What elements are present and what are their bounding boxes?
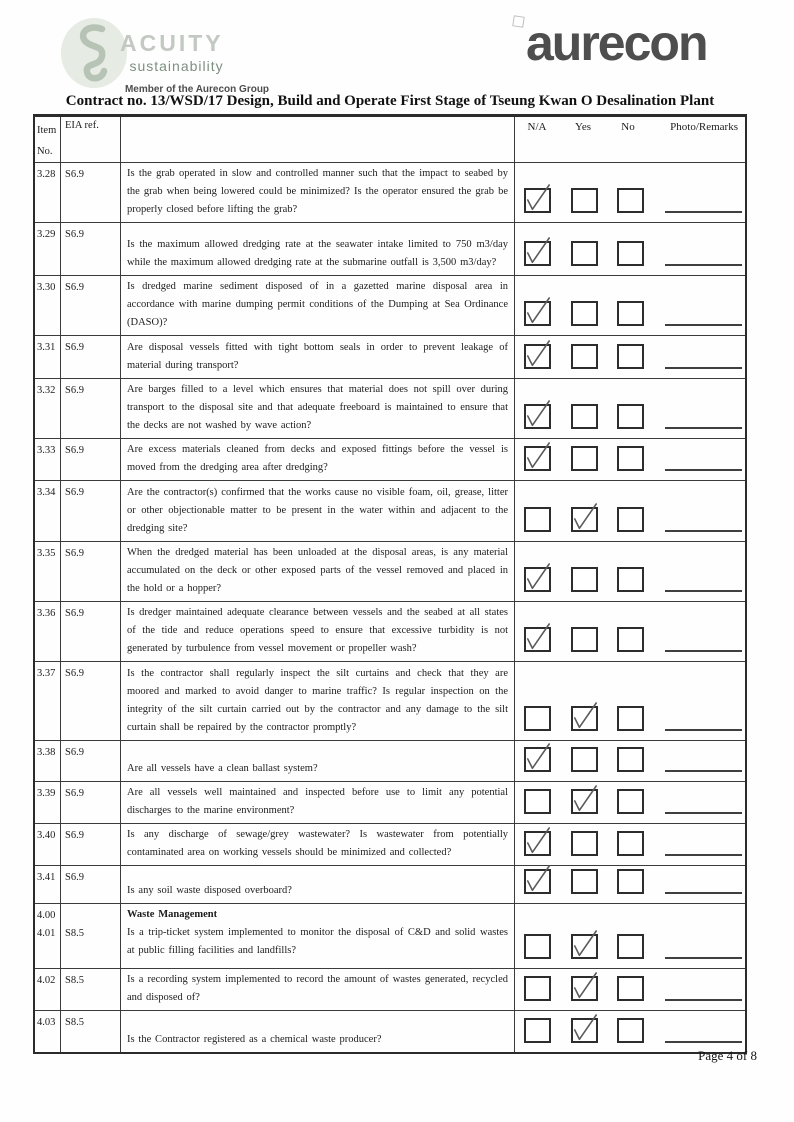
question-text: Is the grab operated in slow and controlled manner such that the impact to seabed by the grab when being lowered could be minimized? Is the operator ensured the grab be properly closed before lifting the grab?: [127, 168, 508, 215]
na-checkbox[interactable]: [524, 241, 551, 266]
item-no: 4.03: [37, 1017, 56, 1028]
eia-spacer: [65, 907, 118, 925]
table-row: [35, 438, 745, 480]
contract-title: Contract no. 13/WSD/17 Design, Build and Operate First Stage of Tseung Kwan O Desalination Plant: [65, 93, 715, 109]
question-text: Is a recording system implemented to record the amount of wastes generated, recycled and disposed of?: [127, 974, 508, 1003]
answer-cell: [515, 336, 745, 378]
na-checkbox[interactable]: [524, 869, 551, 894]
table-header-row: [35, 117, 745, 162]
question-cell: [121, 379, 515, 438]
remarks-blank-line[interactable]: [665, 1040, 742, 1043]
remarks-blank-line[interactable]: [665, 998, 742, 1001]
na-checkbox[interactable]: [524, 446, 551, 471]
answer-cell: [515, 542, 745, 601]
no-checkbox[interactable]: [617, 446, 644, 471]
eia-ref: S6.9: [65, 608, 84, 619]
checkmark-icon: [524, 742, 552, 774]
answer-cell: [515, 276, 745, 335]
no-checkbox[interactable]: [617, 301, 644, 326]
checkmark-icon: [571, 784, 599, 816]
no-checkbox[interactable]: [617, 404, 644, 429]
eia-ref-cell: [61, 969, 121, 1010]
item-no: 4.02: [37, 975, 56, 986]
item-no: 3.33: [37, 445, 56, 456]
yes-checkbox[interactable]: [571, 567, 598, 592]
question-cell: [121, 741, 515, 781]
remarks-blank-line[interactable]: [665, 853, 742, 856]
item-no: 3.38: [37, 747, 56, 758]
checkmark-icon: [524, 339, 552, 371]
eia-ref: S6.9: [65, 747, 84, 758]
table-row: [35, 162, 745, 222]
item-no: 4.00: [37, 910, 56, 921]
na-checkbox[interactable]: [524, 188, 551, 213]
table-row: [35, 335, 745, 378]
checkmark-icon: [524, 183, 552, 215]
no-checkbox[interactable]: [617, 188, 644, 213]
question-cell: [121, 782, 515, 823]
checkmark-icon: [524, 236, 552, 268]
yes-column-header: Yes: [574, 121, 591, 133]
question-text: Are barges filled to a level which ensures that material does not spill over during transport to the disposal site and that adequate freeboard is maintained to ensure that the decks are not washed by wave action?: [127, 384, 508, 431]
yes-checkbox[interactable]: [571, 188, 598, 213]
question-text: Is dredged marine sediment disposed of in a gazetted marine disposal area in accordance with marine dumping permit conditions of the Dumping at Sea Ordinance (DASO)?: [127, 281, 508, 328]
eia-ref: S6.9: [65, 282, 84, 293]
question-header: [121, 117, 515, 162]
question-cell: [121, 824, 515, 865]
remarks-blank-line[interactable]: [665, 589, 742, 592]
no-checkbox[interactable]: [617, 934, 644, 959]
checkmark-icon: [571, 971, 599, 1003]
table-row: [35, 823, 745, 865]
na-checkbox[interactable]: [524, 747, 551, 772]
question-text: Are all vessels well maintained and inspected before use to limit any potential discharges to the marine environment?: [127, 787, 508, 816]
question-text: Is the contractor shall regularly inspect the silt curtains and check that they are moored and marked to avoid danger to marine traffic? Is regular inspection on the integrity of the silt curtain carried out by the contractor and any damage to the silt curtain shall be repaired by the contractor promptly?: [127, 668, 508, 733]
item-no: 3.41: [37, 872, 56, 883]
item-no-cell: [35, 223, 61, 275]
item-no-cell: [35, 481, 61, 541]
eia-ref: S6.9: [65, 445, 84, 456]
yes-checkbox[interactable]: [571, 934, 598, 959]
no-checkbox[interactable]: [617, 241, 644, 266]
item-no: 3.30: [37, 282, 56, 293]
question-cell: [121, 223, 515, 275]
item-no: 3.34: [37, 487, 56, 498]
item-no: 3.32: [37, 385, 56, 396]
item-no: 3.36: [37, 608, 56, 619]
answer-cell: [515, 824, 745, 865]
acuity-logo-subtitle: sustainability: [129, 58, 224, 74]
item-no-cell: [35, 542, 61, 601]
item-no: 3.31: [37, 342, 56, 353]
acuity-logo: [58, 16, 224, 90]
table-row: [35, 661, 745, 740]
yes-checkbox[interactable]: [571, 869, 598, 894]
yes-checkbox[interactable]: [571, 404, 598, 429]
answer-cell: [515, 439, 745, 480]
checkmark-icon: [571, 502, 599, 534]
question-text: Is any discharge of sewage/grey wastewater? Is wastewater from potentially contaminated area on working vessels should be minimized and collected?: [127, 829, 508, 858]
eia-ref-cell: [61, 276, 121, 335]
checkmark-icon: [571, 701, 599, 733]
question-text: Is the maximum allowed dredging rate at the seawater intake limited to 750 m3/day while the maximum allowed dredging rate at the submarine outfall is 3,500 m3/day?: [127, 239, 508, 268]
item-no: 3.29: [37, 229, 56, 240]
item-no-cell: [35, 782, 61, 823]
eia-ref-cell: [61, 824, 121, 865]
answer-cell: [515, 782, 745, 823]
question-cell: [121, 866, 515, 903]
yes-checkbox[interactable]: [571, 446, 598, 471]
answer-cell: [515, 163, 745, 222]
remarks-blank-line[interactable]: [665, 529, 742, 532]
table-row: [35, 601, 745, 661]
na-checkbox[interactable]: [524, 404, 551, 429]
eia-ref-cell: [61, 481, 121, 541]
item-no-cell: [35, 824, 61, 865]
no-checkbox[interactable]: [617, 507, 644, 532]
item-no-cell: [35, 741, 61, 781]
question-cell: [121, 602, 515, 661]
yes-checkbox[interactable]: [571, 831, 598, 856]
item-no-header: Item No.: [35, 117, 61, 162]
remarks-blank-line[interactable]: [665, 649, 742, 652]
no-checkbox[interactable]: [617, 869, 644, 894]
remarks-blank-line[interactable]: [665, 366, 742, 369]
no-checkbox[interactable]: [617, 789, 644, 814]
eia-ref-cell: [61, 662, 121, 740]
remarks-blank-line[interactable]: [665, 891, 742, 894]
item-no: 3.35: [37, 548, 56, 559]
answer-cell: [515, 481, 745, 541]
na-checkbox[interactable]: [524, 831, 551, 856]
question-text: Is the Contractor registered as a chemical waste producer?: [127, 1034, 382, 1045]
no-checkbox[interactable]: [617, 706, 644, 731]
table-row: [35, 1010, 745, 1052]
item-no-cell: [35, 163, 61, 222]
answer-cell: [515, 904, 745, 968]
eia-ref-cell: [61, 741, 121, 781]
answer-cell: [515, 223, 745, 275]
question-cell: [121, 662, 515, 740]
item-no-cell: [35, 904, 61, 968]
question-cell: [121, 542, 515, 601]
eia-ref: S6.9: [65, 229, 84, 240]
item-no: 3.37: [37, 668, 56, 679]
item-no-cell: [35, 379, 61, 438]
table-row: [35, 865, 745, 903]
question-text: Is a trip-ticket system implemented to monitor the disposal of C&D and solid wastes at public filling facilities and landfills?: [127, 927, 508, 956]
no-checkbox[interactable]: [617, 567, 644, 592]
aurecon-logo-text: aurecon: [526, 15, 707, 71]
no-checkbox[interactable]: [617, 627, 644, 652]
question-text: Are disposal vessels fitted with tight bottom seals in order to prevent leakage of material during transport?: [127, 342, 508, 371]
acuity-member-tagline: Member of the Aurecon Group: [124, 84, 270, 95]
yes-checkbox[interactable]: [571, 1018, 598, 1043]
na-checkbox[interactable]: [524, 934, 551, 959]
table-row: [35, 781, 745, 823]
item-no: 3.39: [37, 788, 56, 799]
eia-ref: S6.9: [65, 548, 84, 559]
eia-ref-cell: [61, 866, 121, 903]
yes-checkbox[interactable]: [571, 706, 598, 731]
item-no-cell: [35, 439, 61, 480]
no-checkbox[interactable]: [617, 747, 644, 772]
yes-checkbox[interactable]: [571, 789, 598, 814]
eia-ref: S6.9: [65, 788, 84, 799]
table-row: [35, 903, 745, 968]
question-text: Are excess materials cleaned from decks and exposed fittings before the vessel is moved from the dredging area after dredging?: [127, 444, 508, 473]
question-cell: [121, 439, 515, 480]
na-checkbox[interactable]: [524, 344, 551, 369]
no-checkbox[interactable]: [617, 344, 644, 369]
no-checkbox[interactable]: [617, 831, 644, 856]
photo-remarks-column-header: Photo/Remarks: [670, 121, 738, 133]
checkmark-icon: [571, 1013, 599, 1045]
eia-ref: S8.5: [65, 975, 84, 986]
question-text: Is dredger maintained adequate clearance between vessels and the seabed at all states of the tide and reduce operations speed to ensure that excessive turbidity is not generated by turbulence from vessel movement or propeller wash?: [127, 607, 508, 654]
answer-cell: [515, 379, 745, 438]
question-cell: [121, 336, 515, 378]
checkmark-icon: [524, 864, 552, 896]
na-checkbox[interactable]: [524, 1018, 551, 1043]
na-checkbox[interactable]: [524, 706, 551, 731]
eia-ref-cell: [61, 336, 121, 378]
eia-ref: S6.9: [65, 872, 84, 883]
remarks-blank-line[interactable]: [665, 468, 742, 471]
checkmark-icon: [571, 929, 599, 961]
page-number: Page 4 of 8: [698, 1048, 757, 1063]
question-text: When the dredged material has been unloaded at the disposal areas, is any material accumulated on the deck or other exposed parts of the vessel removed and placed in the hold or a hopper?: [127, 547, 508, 594]
item-no-cell: [35, 336, 61, 378]
checkmark-icon: [524, 399, 552, 431]
eia-ref: S6.9: [65, 342, 84, 353]
remarks-blank-line[interactable]: [665, 811, 742, 814]
section-title: Waste Management: [127, 909, 218, 920]
na-checkbox[interactable]: [524, 301, 551, 326]
item-no-secondary: 4.01: [37, 928, 56, 939]
yes-checkbox[interactable]: [571, 241, 598, 266]
na-checkbox[interactable]: [524, 789, 551, 814]
na-checkbox[interactable]: [524, 976, 551, 1001]
yes-checkbox[interactable]: [571, 976, 598, 1001]
na-column-header: N/A: [527, 121, 547, 133]
eia-ref: S6.9: [65, 668, 84, 679]
eia-ref-cell: [61, 782, 121, 823]
question-cell: [121, 969, 515, 1010]
item-no-cell: [35, 662, 61, 740]
yes-checkbox[interactable]: [571, 301, 598, 326]
yes-checkbox[interactable]: [571, 627, 598, 652]
question-text: Is any soil waste disposed overboard?: [127, 885, 292, 896]
question-cell: [121, 1011, 515, 1052]
na-checkbox[interactable]: [524, 567, 551, 592]
no-checkbox[interactable]: [617, 1018, 644, 1043]
na-checkbox[interactable]: [524, 627, 551, 652]
item-no-cell: [35, 866, 61, 903]
checkmark-icon: [524, 622, 552, 654]
yes-checkbox[interactable]: [571, 344, 598, 369]
item-no: 3.40: [37, 830, 56, 841]
question-cell: [121, 481, 515, 541]
item-no-cell: [35, 969, 61, 1010]
no-checkbox[interactable]: [617, 976, 644, 1001]
answer-cell: [515, 602, 745, 661]
remarks-blank-line[interactable]: [665, 728, 742, 731]
eia-ref-cell: [61, 379, 121, 438]
remarks-blank-line[interactable]: [665, 426, 742, 429]
yes-checkbox[interactable]: [571, 507, 598, 532]
table-row: [35, 275, 745, 335]
table-row: [35, 968, 745, 1010]
answer-cell: [515, 969, 745, 1010]
question-text: Are the contractor(s) confirmed that the works cause no visible foam, oil, grease, litter or other objectionable matter to be present in the water within and adjacent to the dredging site?: [127, 487, 508, 534]
table-row: [35, 740, 745, 781]
remarks-blank-line[interactable]: [665, 323, 742, 326]
answer-cell: [515, 741, 745, 781]
eia-ref-cell: [61, 1011, 121, 1052]
eia-ref: S6.9: [65, 487, 84, 498]
acuity-logo-name: ACUITY: [120, 30, 224, 56]
checkmark-icon: [524, 826, 552, 858]
eia-ref-cell: [61, 163, 121, 222]
answer-cell: [515, 1011, 745, 1052]
table-row: [35, 541, 745, 601]
question-cell: [121, 163, 515, 222]
eia-ref-cell: [61, 223, 121, 275]
eia-ref-cell: [61, 602, 121, 661]
checkmark-icon: [524, 296, 552, 328]
eia-ref: S6.9: [65, 385, 84, 396]
eia-ref-cell: [61, 542, 121, 601]
eia-ref-cell: [61, 904, 121, 968]
remarks-blank-line[interactable]: [665, 210, 742, 213]
answer-headers: [515, 117, 745, 162]
eia-ref-header: EIA ref.: [61, 117, 121, 162]
question-text: Are all vessels have a clean ballast system?: [127, 763, 318, 774]
table-row: [35, 480, 745, 541]
aurecon-logo: [513, 14, 707, 72]
checklist-table: [33, 114, 747, 1054]
question-cell: [121, 904, 515, 968]
answer-cell: [515, 662, 745, 740]
table-row: [35, 222, 745, 275]
item-no-cell: [35, 602, 61, 661]
eia-ref: S6.9: [65, 169, 84, 180]
checklist-rows: [35, 162, 745, 1052]
eia-ref: S8.5: [65, 928, 84, 939]
remarks-blank-line[interactable]: [665, 263, 742, 266]
no-column-header: No: [621, 121, 635, 133]
question-cell: [121, 276, 515, 335]
table-row: [35, 378, 745, 438]
checkmark-icon: [524, 562, 552, 594]
na-checkbox[interactable]: [524, 507, 551, 532]
remarks-blank-line[interactable]: [665, 956, 742, 959]
remarks-blank-line[interactable]: [665, 769, 742, 772]
eia-ref: S6.9: [65, 830, 84, 841]
item-no: 3.28: [37, 169, 56, 180]
checkmark-icon: [524, 441, 552, 473]
aurecon-logo-mark: [512, 15, 524, 27]
answer-cell: [515, 866, 745, 903]
item-no-cell: [35, 1011, 61, 1052]
item-no-cell: [35, 276, 61, 335]
eia-ref-cell: [61, 439, 121, 480]
yes-checkbox[interactable]: [571, 747, 598, 772]
eia-ref: S8.5: [65, 1017, 84, 1028]
